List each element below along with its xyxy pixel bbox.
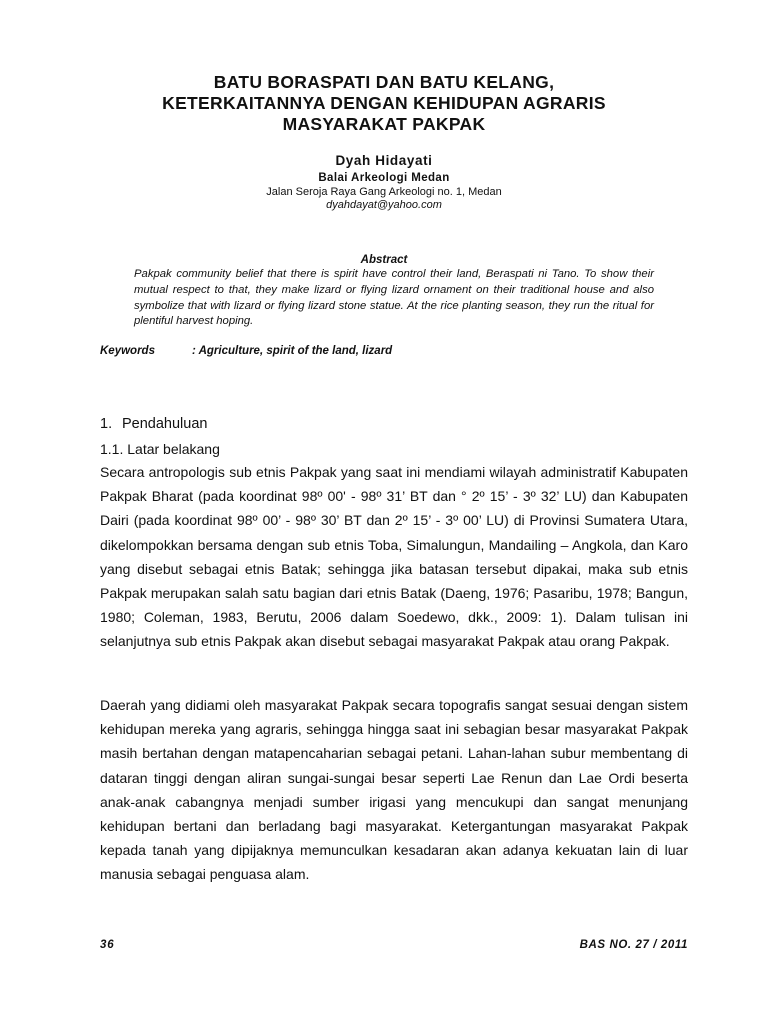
- page-number: 36: [100, 939, 115, 951]
- subsection-heading: 1.1. Latar belakang: [100, 441, 220, 457]
- paper-title: [0, 72, 768, 135]
- keywords-line: [100, 345, 660, 357]
- author-institution: Balai Arkeologi Medan: [318, 172, 450, 184]
- abstract-heading: Abstract: [360, 254, 408, 266]
- author-name: Dyah Hidayati: [335, 153, 433, 168]
- body-paragraph-1: Secara antropologis sub etnis Pakpak yang saat ini mendiami wilayah administratif Kabupaten Pakpak Bharat (pada koordinat 98º 00' - 98º 31’ BT dan ° 2º 15’ - 3º 32’ LU) dan Kabupaten Dairi (pada koordinat 98º 00’ - 98º 30’ BT dan 2º 15’ - 3º 00’ LU) di Provinsi Sumatera Utara, dikelompokkan bersama dengan sub etnis Toba, Simalungun, Mandailing – Angkola, dan Karo yang disebut sebagai etnis Batak; sehingga jika batasan tersebut dipakai, maka sub etnis Pakpak merupakan salah satu bagian dari etnis Batak (Daeng, 1976; Pasaribu, 1978; Bangun, 1980; Coleman, 1983, Berutu, 2006 dalam Soedewo, dkk., 2009: 1). Dalam tulisan ini selanjutnya sub etnis Pakpak akan disebut sebagai masyarakat Pakpak atau orang Pakpak.: [100, 464, 688, 650]
- keywords-value: : Agriculture, spirit of the land, lizard: [192, 345, 393, 357]
- abstract-text: Pakpak community belief that there is spirit have control their land, Beraspati ni Tano. To show their mutual respect to that, they make lizard or flying lizard ornament on their traditional house and also symbolize that with lizard or flying lizard stone statue. At the rice planting season, they run the ritual for plentiful harvest hoping.: [134, 268, 654, 328]
- section-heading: [100, 416, 207, 432]
- title-line-1: BATU BORASPATI DAN BATU KELANG,: [213, 72, 555, 92]
- author-email: dyahdayat@yahoo.com: [326, 199, 442, 211]
- journal-reference: BAS NO. 27 / 2011: [579, 939, 688, 951]
- author-address: Jalan Seroja Raya Gang Arkeologi no. 1, Medan: [266, 186, 502, 198]
- section-title: Pendahuluan: [122, 416, 208, 432]
- section-number: 1.: [100, 416, 113, 432]
- body-paragraph-2: Daerah yang didiami oleh masyarakat Pakpak secara topografis sangat sesuai dengan sistem kehidupan mereka yang agraris, sehingga hingga saat ini sebagian besar masyarakat Pakpak masih bertahan dengan matapencaharian sebagai petani. Lahan-lahan subur membentang di dataran tinggi dengan aliran sungai-sungai besar seperti Lae Renun dan Lae Ordi beserta anak-anak cabangnya menjadi sumber irigasi yang mencukupi dan sangat menunjang kehidupan bertani dan berladang bagi masyarakat. Ketergantungan masyarakat Pakpak kepada tanah yang dipijaknya memunculkan kesadaran akan adanya kekuatan lain di luar manusia sebagai penguasa alam.: [100, 697, 688, 883]
- title-line-3: MASYARAKAT PAKPAK: [282, 114, 486, 134]
- title-line-2: KETERKAITANNYA DENGAN KEHIDUPAN AGRARIS: [162, 93, 606, 113]
- keywords-label: Keywords: [100, 345, 155, 357]
